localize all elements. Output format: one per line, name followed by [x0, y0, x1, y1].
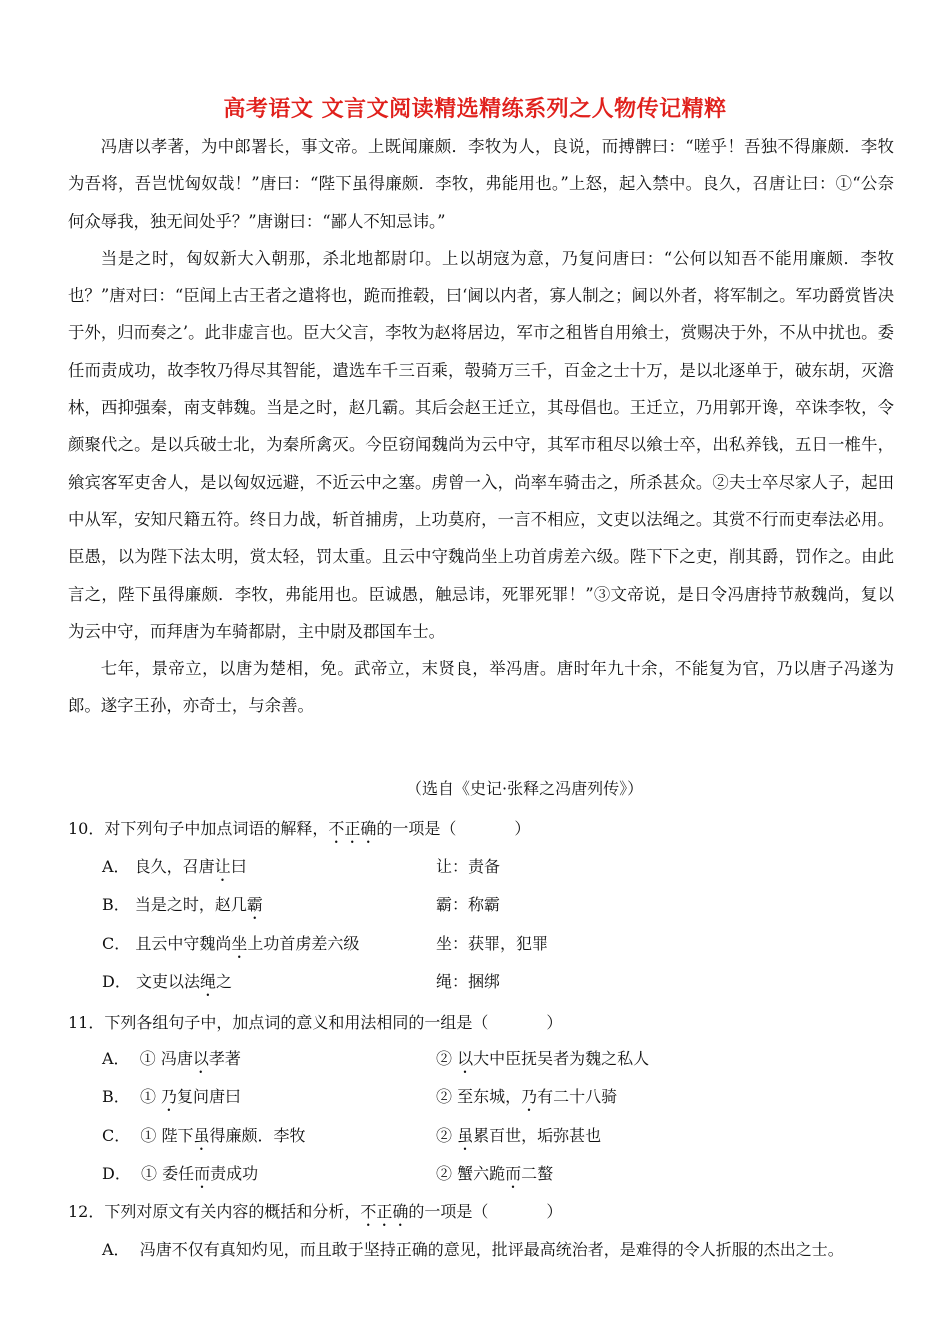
option-a: A． 冯唐不仅有真知灼见，而且敢于坚持正确的意见，批评最高统治者，是难得的令人折服的杰出之士。 [102, 1240, 844, 1259]
option-b: B． ① 乃复问唐曰 [102, 1087, 242, 1106]
page-title: 高考语文 文言文阅读精选精练系列之人物传记精粹 [223, 96, 727, 122]
source-citation: （选自《史记·张释之冯唐列传》） [406, 779, 644, 798]
option-a-second: ② 以大中臣抚吴者为魏之私人 [436, 1049, 650, 1068]
option-d-explanation: 绳：捆绑 [436, 972, 501, 991]
option-a: A． 良久，召唐让曰 [102, 857, 247, 876]
option-a: A． ① 冯唐以孝著 [102, 1049, 241, 1068]
option-d: D． ① 委任而责成功 [102, 1164, 259, 1183]
passage-paragraph-3: 七年，景帝立，以唐为楚相，免。武帝立，末贤良，举冯唐。唐时年九十余，不能复为官，乃以唐子冯遂为郎。遂字王孙，亦奇士，与余善。 [68, 659, 894, 716]
option-c-second: ② 虽累百世，垢弥甚也 [436, 1126, 602, 1145]
passage-paragraph-2: 当是之时，匈奴新大入朝那，杀北地都尉卬。上以胡寇为意，乃复问唐曰：“公何以知吾不能用廉颇．李牧也？”唐对曰：“臣闻上古王者之遣将也，跪而推毂，曰‘阃以内者，寡人制之；阃以外者，将军制之。军功爵赏皆决于外，归而奏之’。此非虚言也。臣大父言，李牧为赵将居边，军市之租皆自用飨士，赏赐决于外，不从中扰也。委任而责成功，故李牧乃得尽其智能，遣选车千三百乘，彀骑万三千，百金之士十万，是以北逐单于，破东胡，灭澹林，西抑强秦，南支韩魏。当是之时，赵几霸。其后会赵王迁立，其母倡也。王迁立，乃用郭开谗，卒诛李牧，令颜聚代之。是以兵破士北，为秦所禽灭。今臣窃闻魏尚为云中守，其军市租尽以飨士卒，出私养钱，五日一椎牛，飨宾客军吏舍人，是以匈奴远避，不近云中之塞。虏曾一入，尚率车骑击之，所杀甚众。②夫士卒尽家人子，起田中从军，安知尺籍五符。终日力战，斩首捕虏，上功莫府，一言不相应，文吏以法绳之。其赏不行而吏奉法必用。臣愚，以为陛下法太明，赏太轻，罚太重。且云中守魏尚坐上功首虏差六级。陛下下之吏，削其爵，罚作之。由此言之，陛下虽得廉颇．李牧，弗能用也。臣诚愚，触忌讳，死罪死罪！”③文帝说，是日令冯唐持节赦魏尚，复以为云中守，而拜唐为车骑都尉，主中尉及郡国车士。 [68, 248, 894, 641]
option-d: D． 文吏以法绳之 [102, 972, 232, 991]
passage-paragraph-1: 冯唐以孝著，为中郎署长，事文帝。上既闻廉颇．李牧为人，良说，而搏髀曰：“嗟乎！吾独不得廉颇．李牧为吾将，吾岂忧匈奴哉！”唐曰：“陛下虽得廉颇．李牧，弗能用也。”上怒，起入禁中。良久，召唐让曰：①“公奈何众辱我，独无间处乎？”唐谢曰：“鄙人不知忌讳。” [68, 137, 894, 231]
question-stem: 11．下列各组句子中，加点词的意义和用法相同的一组是（ ） [68, 1013, 563, 1032]
option-d-second: ② 蟹六跪而二螯 [436, 1164, 554, 1183]
option-c: C． 且云中守魏尚坐上功首虏差六级 [102, 934, 360, 953]
classical-passage [68, 128, 894, 725]
option-a-explanation: 让：责备 [436, 857, 501, 876]
option-c: C． ① 陛下虽得廉颇．李牧 [102, 1126, 306, 1145]
option-c-explanation: 坐：获罪，犯罪 [436, 934, 549, 953]
question-stem: 12．下列对原文有关内容的概括和分析，不正确的一项是（ ） [68, 1202, 563, 1221]
option-b-explanation: 霸：称霸 [436, 895, 501, 914]
option-b: B． 当是之时，赵几霸 [102, 895, 263, 914]
question-stem: 10．对下列句子中加点词语的解释，不正确的一项是（ ） [68, 819, 531, 838]
option-b-second: ② 至东城，乃有二十八骑 [436, 1087, 618, 1106]
